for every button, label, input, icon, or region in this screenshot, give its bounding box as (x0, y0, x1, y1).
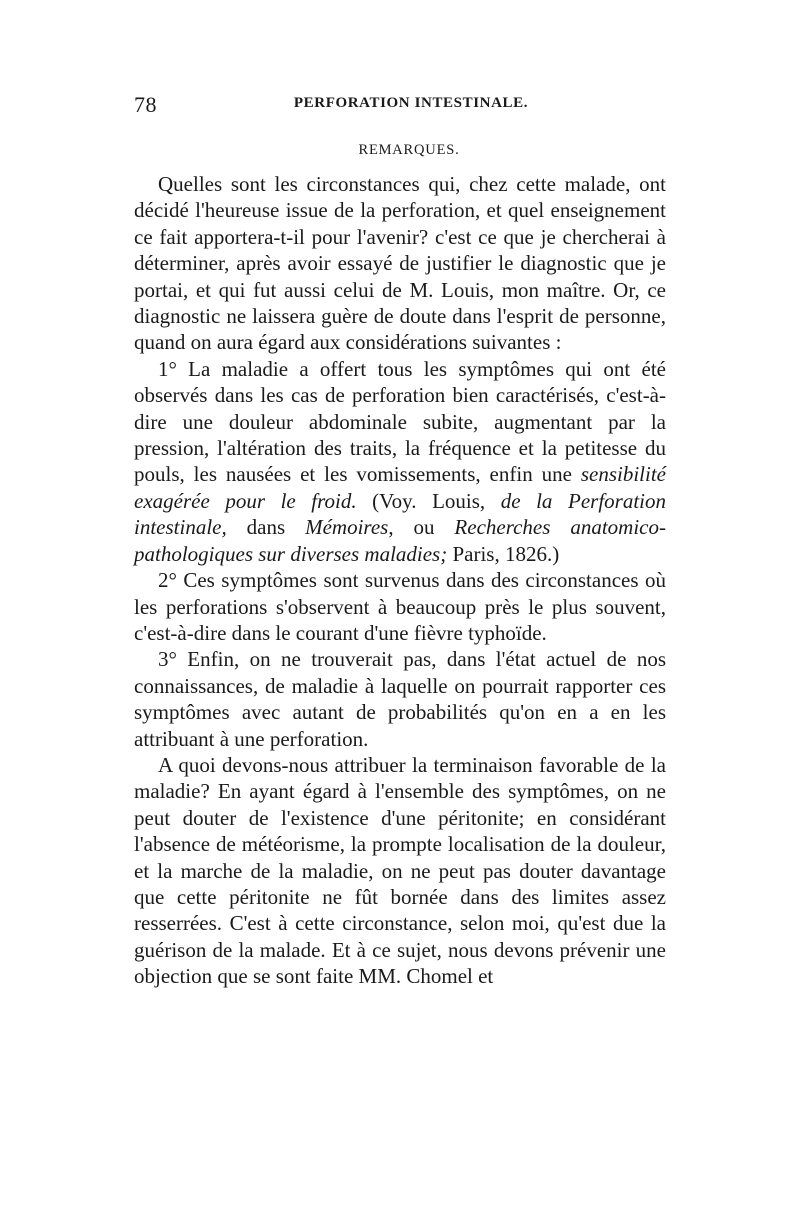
paragraph-conclusion: A quoi devons-nous attribuer la terminaison favorable de la maladie? En ayant égard à l'ensemble des symptômes, on ne peut douter de l'existence d'une péritonite; en considérant l'absence de météorisme, la prompte localisation de la douleur, et la marche de la maladie, on ne peut pas douter davantage que cette péritonite ne fût bornée dans des limites assez resserrées. C'est à cette circonstance, selon moi, qu'est due la guérison de la malade. Et à ce sujet, nous devons prévenir une objection que se sont faite MM. Chomel et (134, 752, 666, 989)
paragraph-point-3: 3° Enfin, on ne trouverait pas, dans l'état actuel de nos connaissances, de maladie à laquelle on pourrait rapporter ces symptômes avec autant de probabilités qu'on en a en les attribuant à une perforation. (134, 647, 666, 751)
point-1-italic-phrase: sensibilité exagérée pour le froid. (134, 462, 666, 513)
point-1-ref-dans: dans (226, 515, 306, 540)
paragraph-point-2: 2° Ces symptômes sont survenus dans des circonstances où les perforations s'observent à beaucoup près le plus souvent, c'est-à-dire dans le courant d'une fièvre typhoïde. (134, 568, 666, 645)
running-title: PERFORATION INTESTINALE. (293, 95, 529, 111)
paragraph-intro: Quelles sont les circonstances qui, chez cette malade, ont décidé l'heureuse issue de la perforation, et quel enseignement ce fait apportera-t-il pour l'avenir? c'est ce que je chercherai à déterminer, après avoir essayé de justifier le diagnostic que je portai, et qui fut aussi celui de M. Louis, mon maître. Or, ce diagnostic ne laissera guère de doute dans l'esprit de personne, quand on aura égard aux considérations suivantes : (134, 172, 666, 355)
point-1-ref-title: de la Perforation intestinale, (134, 488, 666, 540)
point-1-ref-close: Paris, 1826.) (447, 541, 560, 566)
body-text (134, 171, 666, 990)
paragraph-point-1 (134, 356, 666, 567)
point-1-ref-memoires: Mémoires (305, 515, 389, 540)
book-page (134, 92, 666, 990)
point-1-ref-open: (Voy. Louis, (356, 488, 501, 513)
page-number: 78 (134, 92, 157, 117)
running-head (134, 92, 666, 124)
point-1-ref-ou: , ou (388, 515, 455, 540)
point-1-ref-recherches: Recherches anatomico-pathologiques sur diverses maladies; (134, 515, 666, 566)
point-1-text: 1° La maladie a offert tous les symptômes qui ont été observés dans les cas de perforation bien caractérisés, c'est-à-dire une douleur abdominale subite, augmentant par la pression, l'altération des traits, la fréquence et la petitesse du pouls, les nausées et les vomissements, enfin une (134, 356, 666, 487)
section-title: REMARQUES. (358, 142, 460, 158)
